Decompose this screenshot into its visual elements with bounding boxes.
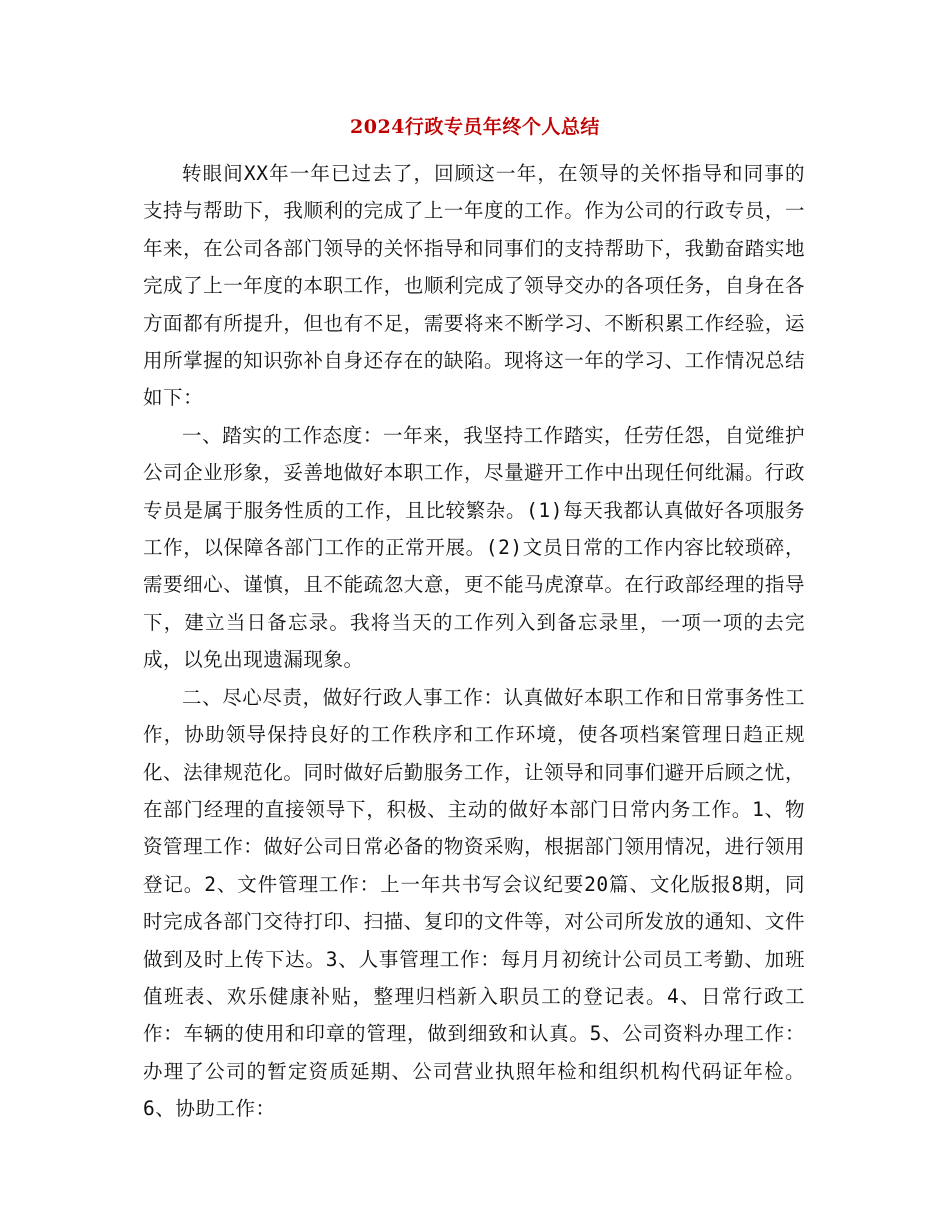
document-body — [143, 155, 805, 1128]
paragraph-intro: 转眼间XX年一年已过去了，回顾这一年，在领导的关怀指导和同事的支持与帮助下，我顺利的完成了上一年度的工作。作为公司的行政专员，一年来，在公司各部门领导的关怀指导和同事们的支持帮助下，我勤奋踏实地完成了上一年度的本职工作，也顺利完成了领导交办的各项任务，自身在各方面都有所提升，但也有不足，需要将来不断学习、不断积累工作经验，运用所掌握的知识弥补自身还存在的缺陷。现将这一年的学习、工作情况总结如下： — [143, 162, 805, 410]
document-title: 2024行政专员年终个人总结 — [350, 116, 600, 138]
paragraph-section-1: 一、踏实的工作态度：一年来，我坚持工作踏实，任劳任怨，自觉维护公司企业形象，妥善地做好本职工作，尽量避开工作中出现任何纰漏。行政专员是属于服务性质的工作，且比较繁杂。(1)每天我都认真做好各项服务工作，以保障各部门工作的正常开展。(2)文员日常的工作内容比较琐碎，需要细心、谨慎，且不能疏忽大意，更不能马虎潦草。在行政部经理的指导下，建立当日备忘录。我将当天的工作列入到备忘录里，一项一项的去完成，以免出现遗漏现象。 — [143, 423, 805, 672]
paragraph-section-2: 二、尽心尽责，做好行政人事工作：认真做好本职工作和日常事务性工作，协助领导保持良好的工作秩序和工作环境，使各项档案管理日趋正规化、法律规范化。同时做好后勤服务工作，让领导和同事们避开后顾之忧，在部门经理的直接领导下，积极、主动的做好本部门日常内务工作。1、物资管理工作：做好公司日常必备的物资采购，根据部门领用情况，进行领用登记。2、文件管理工作：上一年共书写会议纪要20篇、文化版报8期，同时完成各部门交待打印、扫描、复印的文件等，对公司所发放的通知、文件做到及时上传下达。3、人事管理工作：每月月初统计公司员工考勤、加班值班表、欢乐健康补贴，整理归档新入职员工的登记表。4、日常行政工作：车辆的使用和印章的管理，做到细致和认真。5、公司资料办理工作：办理了公司的暂定资质延期、公司营业执照年检和组织机构代码证年检。6、协助工作： — [143, 685, 805, 1121]
